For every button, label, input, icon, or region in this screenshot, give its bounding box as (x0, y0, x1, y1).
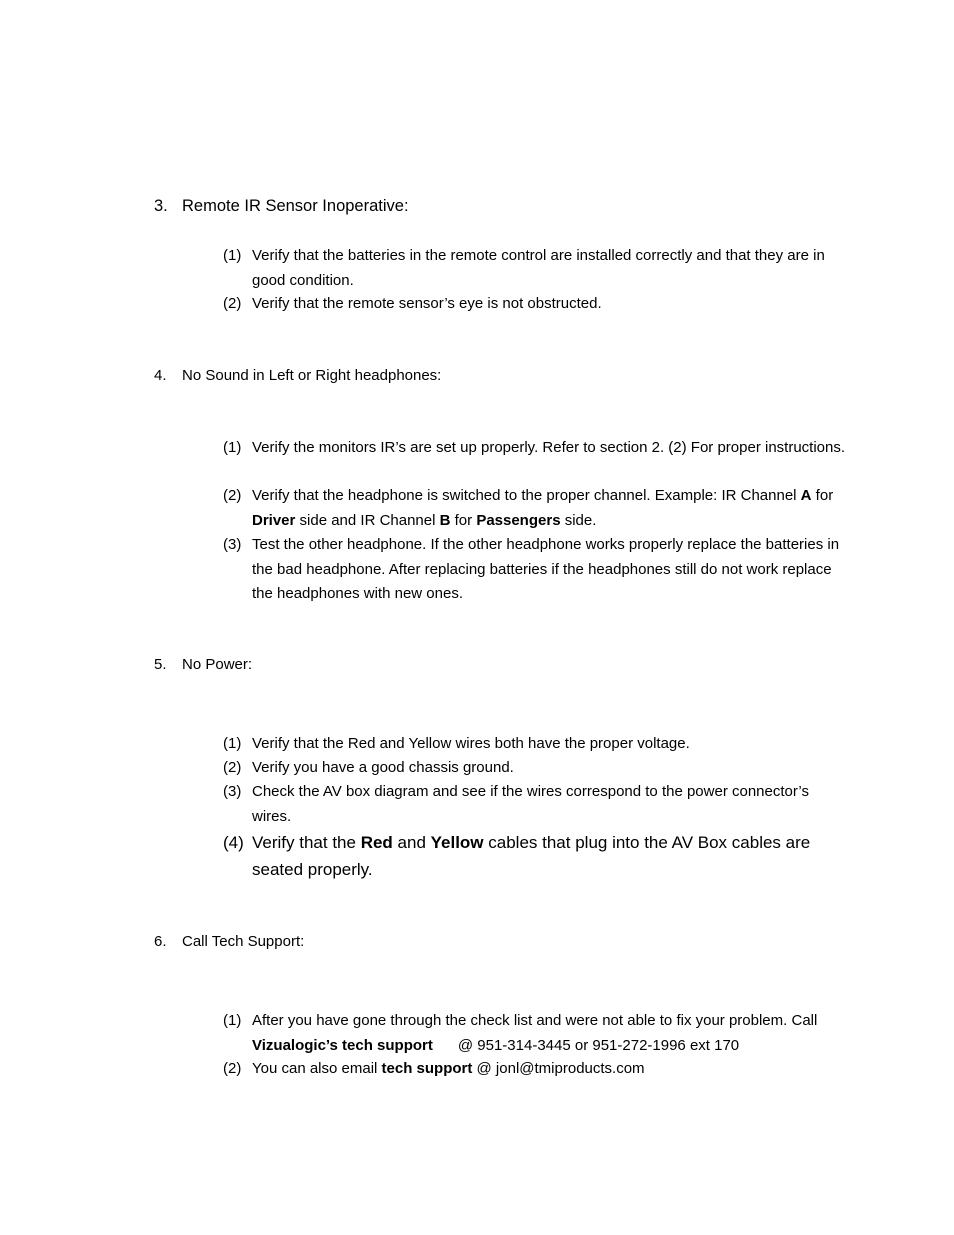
section-5-item-1-text: Verify that the Red and Yellow wires both have the proper voltage. (252, 735, 690, 752)
section-4-item-2-number: (2) (223, 487, 242, 504)
section-4-title: No Sound in Left or Right headphones: (182, 367, 442, 384)
section-3-title: Remote IR Sensor Inoperative: (182, 197, 409, 215)
section-4-item-1-text: Verify the monitors IR’s are set up properly. Refer to section 2. (2) For proper instructions. (252, 439, 846, 456)
section-4-item-1-number: (1) (223, 439, 242, 456)
section-5-item-4-text: Verify that the Red and Yellow cables that plug into the AV Box cables are seated properly. (252, 833, 811, 879)
section-6-number: 6. (154, 933, 167, 950)
section-5-title: No Power: (182, 656, 253, 673)
section-6-item-2-text: You can also email tech support @ jonl@tmiproducts.com (252, 1060, 645, 1077)
section-5-item-2-text: Verify you have a good chassis ground. (252, 759, 514, 776)
section-4-item-2-text: Verify that the headphone is switched to the proper channel. Example: IR Channel A for Driver side and IR Channel B for Passengers side. (252, 487, 834, 529)
section-3-item-2-text: Verify that the remote sensor’s eye is not obstructed. (252, 295, 602, 312)
section-4-item-3-text: Test the other headphone. If the other headphone works properly replace the batteries in the bad headphone. After replacing batteries if the headphones still do not work replace the headphones with new ones. (252, 536, 840, 602)
section-5-item-3-text: Check the AV box diagram and see if the wires correspond to the power connector’s wires. (252, 783, 809, 825)
section-5-item-4-number: (4) (223, 833, 244, 852)
section-5-number: 5. (154, 656, 167, 673)
section-3-item-1-number: (1) (223, 247, 242, 264)
section-6-item-2-number: (2) (223, 1060, 242, 1077)
section-5-item-2-number: (2) (223, 759, 242, 776)
section-3-item-1-text: Verify that the batteries in the remote control are installed correctly and that they are in good condition. (252, 247, 825, 289)
section-5-item-3-number: (3) (223, 783, 242, 800)
section-5-item-1-number: (1) (223, 735, 242, 752)
section-3-number: 3. (154, 197, 168, 215)
section-6-item-1-text: After you have gone through the check list and were not able to fix your problem. Call Vizualogic’s tech support @ 951-314-3445 or 951-272-1996 ext 170 (252, 1012, 822, 1054)
section-6-title: Call Tech Support: (182, 933, 305, 950)
section-6-item-1-number: (1) (223, 1012, 242, 1029)
section-4-number: 4. (154, 367, 167, 384)
section-4-item-3-number: (3) (223, 536, 242, 553)
section-3-item-2-number: (2) (223, 295, 242, 312)
